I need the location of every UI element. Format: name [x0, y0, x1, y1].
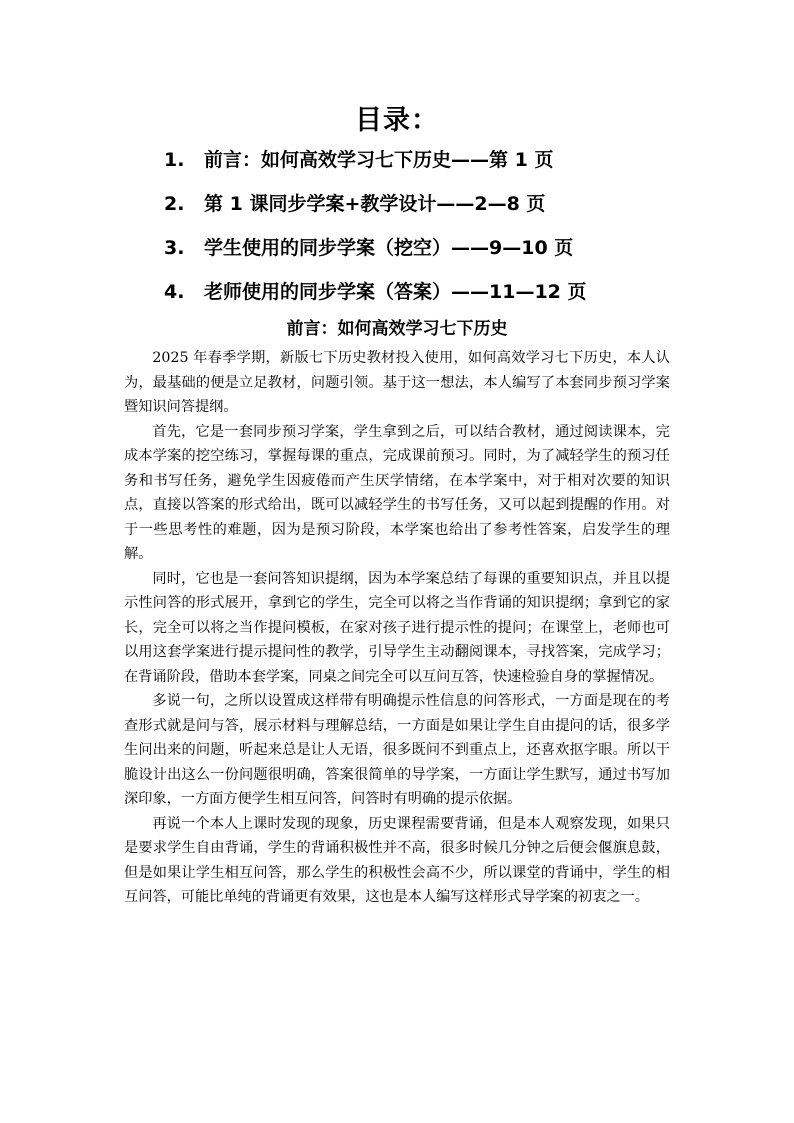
preface-paragraph: 首先，它是一套同步预习学案，学生拿到之后，可以结合教材，通过阅读课本，完成本学案的挖空练习，掌握每课的重点，完成课前预习。同时，为了减轻学生的预习任务和书写任务，避免学生因疲倦而产生厌学情绪，在本学案中，对于相对次要的知识点，直接以答案的形式给出，既可以减轻学生的书写任务，又可以起到提醒的作用。对于一些思考性的难题，因为是预习阶段，本学案也给出了参考性答案，启发学生的理解。 [124, 423, 670, 562]
toc-item-number: 3. [164, 237, 185, 259]
toc-item-text: 第 1 课同步学案+教学设计——2—8 页 [204, 193, 546, 215]
preface-paragraph: 同时，它也是一套问答知识提纲，因为本学案总结了每课的重要知识点，并且以提示性问答的形式展开，拿到它的学生，完全可以将之当作背诵的知识提纲；拿到它的家长，完全可以将之当作提问模板，在家对孩子进行提示性的提问；在课堂上，老师也可以用这套学案进行提示提问性的教学，引导学生主动翻阅课本，寻找答案，完成学习；在背诵阶段，借助本套学案，同桌之间完全可以互问互答，快速检验自身的掌握情况。 [124, 570, 670, 685]
preface-paragraph: 多说一句，之所以设置成这样带有明确提示性信息的问答形式，一方面是现在的考查形式就是问与答，展示材料与理解总结，一方面是如果让学生自由提问的话，很多学生问出来的问题，听起来总是让人无语，很多既问不到重点上，还喜欢抠字眼。所以干脆设计出这么一份问题很明确，答案很简单的导学案，一方面让学生默写，通过书写加深印象，一方面方便学生相互问答，问答时有明确的提示依据。 [124, 693, 670, 807]
toc-list [0, 145, 794, 321]
toc-item [0, 189, 794, 233]
toc-item-text: 学生使用的同步学案（挖空）——9—10 页 [204, 237, 574, 259]
preface-title: 前言：如何高效学习七下历史 [286, 319, 508, 339]
toc-item-number: 4. [164, 281, 185, 303]
preface-paragraph: 2025 年春季学期，新版七下历史教材投入使用，如何高效学习七下历史，本人认为，最基础的便是立足教材，问题引领。基于这一想法，本人编写了本套同步预习学案暨知识问答提纲。 [124, 350, 670, 415]
toc-title: 目录： [355, 105, 439, 136]
preface-paragraph: 再说一个本人上课时发现的现象，历史课程需要背诵，但是本人观察发现，如果只是要求学生自由背诵，学生的背诵积极性并不高，很多时候几分钟之后便会偃旗息鼓，但是如果让学生相互问答，那么学生的积极性会高不少，所以课堂的背诵中，学生的相互问答，可能比单纯的背诵更有效果，这也是本人编写这样形式导学案的初衷之一。 [124, 815, 670, 905]
toc-item-number: 2. [164, 193, 185, 215]
toc-item-number: 1. [164, 149, 185, 171]
preface-body [124, 346, 670, 910]
toc-item-text: 前言：如何高效学习七下历史——第 1 页 [204, 149, 554, 171]
toc-item-text: 老师使用的同步学案（答案）——11—12 页 [204, 281, 587, 303]
toc-item [0, 145, 794, 189]
toc-item [0, 233, 794, 277]
